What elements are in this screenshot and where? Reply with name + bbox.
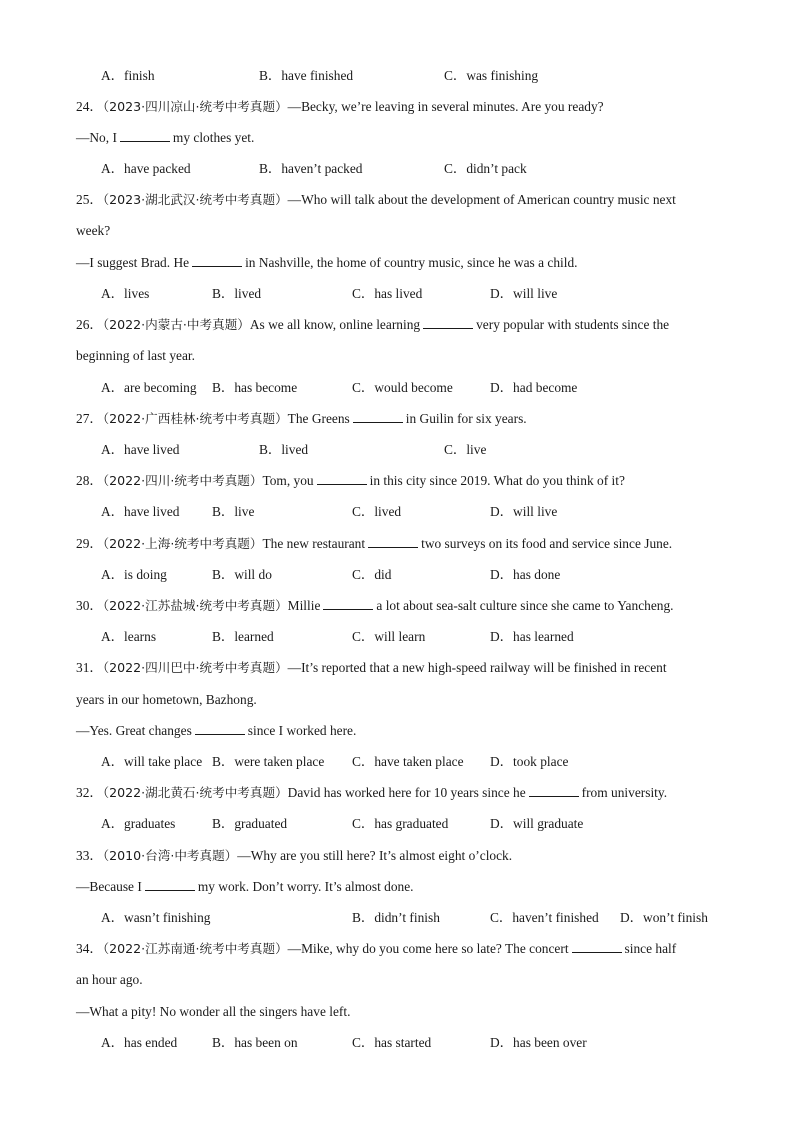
option-b: B．didn’t finish (352, 910, 440, 925)
option-a: A．are becoming (101, 380, 197, 395)
answer-blank (145, 878, 195, 891)
answer-blank (195, 722, 245, 735)
question-27-options (101, 440, 734, 460)
question-24-stem (76, 97, 724, 117)
question-number: 25． (76, 192, 103, 207)
question-source: （2010·台湾·中考真题） (102, 848, 238, 863)
option-b: B．live (212, 504, 255, 519)
option-a: A．graduates (101, 816, 176, 831)
option-c: C．didn’t pack (444, 161, 527, 176)
question-number: 34． (76, 941, 103, 956)
option-a: A．lives (101, 286, 150, 301)
option-d: D．will live (490, 286, 558, 301)
question-31-stem-cont: years in our hometown, Bazhong. (76, 692, 257, 707)
option-b: B．were taken place (212, 754, 325, 769)
question-number: 30． (76, 598, 103, 613)
question-number: 28． (76, 473, 103, 488)
question-24-reply: —No, I my clothes yet. (76, 130, 255, 145)
question-number: 24． (76, 99, 103, 114)
option-d: D．has done (490, 567, 561, 582)
question-31-stem: 31．（2022·四川巴中·统考中考真题）—It’s reported that a new high-speed railway will be finished in recent (76, 660, 667, 675)
option-b: B．haven’t packed (259, 161, 363, 176)
question-34-stem-cont: an hour ago. (76, 972, 143, 987)
question-source: （2022·江苏盐城·统考中考真题） (102, 598, 288, 613)
option-c: C．lived (352, 504, 402, 519)
question-28-options (101, 502, 734, 522)
option-a: A．wasn’t finishing (101, 910, 211, 925)
question-source: （2022·江苏南通·统考中考真题） (102, 941, 288, 956)
option-d: D．will live (490, 504, 558, 519)
option-b: B．lived (259, 442, 309, 457)
option-c: C．will learn (352, 629, 426, 644)
answer-blank (423, 316, 473, 329)
question-23-options (101, 66, 734, 86)
answer-blank (323, 597, 373, 610)
option-b: B．will do (212, 567, 272, 582)
answer-blank (572, 940, 622, 953)
option-b: B．graduated (212, 816, 288, 831)
answer-blank (192, 254, 242, 267)
question-33-stem: 33．（2010·台湾·中考真题）—Why are you still here? It’s almost eight o’clock. (76, 848, 513, 863)
option-d: D．won’t finish (620, 910, 708, 925)
question-31-reply: —Yes. Great changes since I worked here. (76, 723, 357, 738)
option-a: A．finish (101, 68, 155, 83)
option-b: B．learned (212, 629, 274, 644)
option-a: A．learns (101, 629, 157, 644)
question-30-stem: 30．（2022·江苏盐城·统考中考真题）Millie a lot about sea-salt culture since she came to Yancheng. (76, 598, 674, 613)
option-a: A．have packed (101, 161, 191, 176)
option-c: C．haven’t finished (490, 910, 599, 925)
option-c: C．did (352, 567, 392, 582)
option-a: A．is doing (101, 567, 167, 582)
question-33-options (101, 908, 734, 928)
answer-blank (353, 410, 403, 423)
question-source: （2023·湖北武汉·统考中考真题） (102, 192, 288, 207)
option-c: C．would become (352, 380, 453, 395)
option-a: A．will take place (101, 754, 203, 769)
question-source: （2022·湖北黄石·统考中考真题） (102, 785, 288, 800)
question-24-options (101, 159, 734, 179)
option-b: B．lived (212, 286, 262, 301)
question-25-stem (76, 190, 724, 210)
question-26-stem-cont: beginning of last year. (76, 348, 195, 363)
question-27-stem: 27．（2022·广西桂林·统考中考真题）The Greens in Guilin for six years. (76, 411, 527, 426)
option-c: C．has graduated (352, 816, 449, 831)
question-source: （2023·四川凉山·统考中考真题） (102, 99, 288, 114)
answer-blank (120, 129, 170, 142)
question-number: 31． (76, 660, 103, 675)
question-source: （2022·内蒙古·中考真题） (102, 317, 250, 332)
question-number: 32． (76, 785, 103, 800)
option-b: B．have finished (259, 68, 354, 83)
question-30-options (101, 627, 734, 647)
question-text: —Who will talk about the development of American country music next (287, 192, 676, 207)
question-33-reply: —Because I my work. Don’t worry. It’s almost done. (76, 879, 414, 894)
question-number: 33． (76, 848, 103, 863)
question-28-stem: 28．（2022·四川·统考中考真题）Tom, you in this city since 2019. What do you think of it? (76, 473, 625, 488)
question-34-options (101, 1033, 734, 1053)
answer-blank (317, 472, 367, 485)
question-source: （2022·上海·统考中考真题） (102, 536, 263, 551)
answer-blank (368, 535, 418, 548)
question-29-options (101, 565, 734, 585)
question-34-reply: —What a pity! No wonder all the singers have left. (76, 1004, 351, 1019)
question-number: 29． (76, 536, 103, 551)
question-source: （2022·四川巴中·统考中考真题） (102, 660, 288, 675)
question-32-stem: 32．（2022·湖北黄石·统考中考真题）David has worked here for 10 years since he from university. (76, 785, 668, 800)
option-d: D．has been over (490, 1035, 587, 1050)
option-c: C．has lived (352, 286, 423, 301)
option-d: D．will graduate (490, 816, 584, 831)
option-c: C．live (444, 442, 487, 457)
question-25-stem-cont: week? (76, 223, 111, 238)
question-32-options (101, 814, 734, 834)
question-25-options (101, 284, 734, 304)
question-number: 27． (76, 411, 103, 426)
question-29-stem: 29．（2022·上海·统考中考真题）The new restaurant two surveys on its food and service since June. (76, 536, 673, 551)
question-26-stem: 26．（2022·内蒙古·中考真题）As we all know, online learning very popular with students since the (76, 317, 670, 332)
option-b: B．has become (212, 380, 298, 395)
answer-blank (529, 784, 579, 797)
question-25-reply: —I suggest Brad. He in Nashville, the home of country music, since he was a child. (76, 255, 578, 270)
option-d: D．had become (490, 380, 578, 395)
option-a: A．has ended (101, 1035, 178, 1050)
option-d: D．took place (490, 754, 569, 769)
option-c: C．have taken place (352, 754, 464, 769)
option-c: C．was finishing (444, 68, 539, 83)
question-source: （2022·广西桂林·统考中考真题） (102, 411, 288, 426)
question-text: —Becky, we’re leaving in several minutes. Are you ready? (287, 99, 604, 114)
option-b: B．has been on (212, 1035, 298, 1050)
question-34-stem: 34．（2022·江苏南通·统考中考真题）—Mike, why do you come here so late? The concert since half (76, 941, 677, 956)
question-source: （2022·四川·统考中考真题） (102, 473, 263, 488)
question-31-options (101, 752, 734, 772)
option-c: C．has started (352, 1035, 432, 1050)
option-a: A．have lived (101, 504, 180, 519)
question-number: 26． (76, 317, 103, 332)
option-d: D．has learned (490, 629, 574, 644)
option-a: A．have lived (101, 442, 180, 457)
question-26-options (101, 378, 734, 398)
